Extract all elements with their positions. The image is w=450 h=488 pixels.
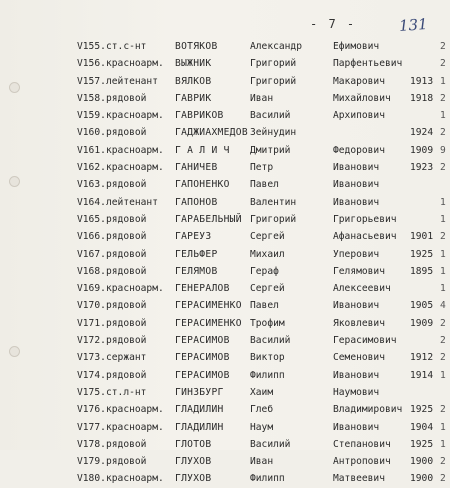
list-item (0, 73, 450, 90)
cell-name: Валентин (250, 196, 297, 208)
cell-num: V159. (77, 110, 106, 122)
cell-num: V172. (77, 335, 106, 347)
cell-patronymic: Иванович (333, 162, 380, 174)
cell-rank: рядовой (106, 456, 147, 468)
cell-patronymic: Антропович (333, 456, 391, 468)
cell-patronymic: Иванович (333, 369, 380, 381)
cell-surname: ГАДЖИАХМЕДОВ (175, 127, 248, 139)
cell-rank: красноарм. (106, 421, 164, 433)
cell-surname: ГЕЛЯМОВ (175, 265, 218, 277)
cell-num: V168. (77, 265, 106, 277)
cell-surname: ГЕРАСИМОВ (175, 369, 230, 381)
cell-extra: 1 (440, 248, 446, 260)
cell-patronymic: Семенович (333, 352, 385, 364)
cell-extra: 2 (440, 231, 446, 243)
cell-name: Зейнудин (250, 127, 297, 139)
cell-rank: ст.с-нт (106, 41, 147, 52)
list-item (0, 453, 450, 470)
cell-patronymic: Макарович (333, 75, 385, 87)
cell-year: 1895 (410, 265, 434, 277)
cell-extra: 2 (440, 317, 446, 329)
list-item (0, 124, 450, 141)
cell-surname: ВЯЛКОВ (175, 75, 212, 87)
cell-name: Сергей (250, 283, 285, 295)
cell-year: 1904 (410, 421, 434, 433)
cell-surname: ГЛОТОВ (175, 438, 212, 450)
list-item (0, 436, 450, 453)
cell-surname: ГИНЗБУРГ (175, 386, 224, 398)
cell-patronymic: Наумович (333, 386, 380, 398)
cell-rank: красноарм. (106, 404, 164, 416)
cell-rank: лейтенант (106, 196, 158, 208)
cell-surname: ГЕНЕРАЛОВ (175, 283, 230, 295)
cell-rank: рядовой (106, 231, 147, 243)
cell-extra: 2 (440, 404, 446, 416)
cell-patronymic: Степанович (333, 438, 391, 450)
cell-rank: рядовой (106, 317, 147, 329)
list-item (0, 55, 450, 72)
cell-extra: 2 (440, 335, 446, 347)
list-item (0, 159, 450, 176)
list-item (0, 107, 450, 124)
cell-year: 1924 (410, 127, 434, 139)
cell-surname: ГАНИЧЕВ (175, 162, 218, 174)
cell-year: 1905 (410, 300, 434, 312)
cell-name: Виктор (250, 352, 285, 364)
cell-num: V167. (77, 248, 106, 260)
cell-name: Филипп (250, 369, 285, 381)
cell-name: Павел (250, 179, 279, 191)
cell-num: V177. (77, 421, 106, 433)
cell-num: V178. (77, 438, 106, 450)
cell-num: V164. (77, 196, 106, 208)
cell-year: 1925 (410, 404, 434, 416)
cell-extra: 1 (440, 213, 446, 225)
cell-name: Александр (250, 41, 302, 52)
cell-extra: 1 (440, 110, 446, 122)
cell-name: Иван (250, 456, 274, 468)
list-item (0, 470, 450, 487)
roster-list (0, 38, 450, 488)
cell-name: Василий (250, 335, 291, 347)
cell-rank: красноарм. (106, 162, 164, 174)
cell-patronymic: Иванович (333, 179, 380, 191)
list-item (0, 246, 450, 263)
cell-surname: ГЕРАСИМОВ (175, 335, 230, 347)
cell-rank: лейтенант (106, 75, 158, 87)
cell-rank: рядовой (106, 300, 147, 312)
list-item (0, 194, 450, 211)
list-item (0, 315, 450, 332)
cell-patronymic: Гелямович (333, 265, 385, 277)
cell-surname: ГАРАБЕЛЬНЫЙ (175, 213, 242, 225)
cell-extra: 2 (440, 473, 446, 485)
cell-year: 1901 (410, 231, 434, 243)
cell-year: 1909 (410, 317, 434, 329)
list-item (0, 384, 450, 401)
cell-name: Сергей (250, 231, 285, 243)
cell-num: V166. (77, 231, 106, 243)
cell-rank: рядовой (106, 179, 147, 191)
cell-name: Петр (250, 162, 274, 174)
cell-name: Михаил (250, 248, 285, 260)
cell-surname: ГЕРАСИМОВ (175, 352, 230, 364)
cell-extra: 1 (440, 75, 446, 87)
page-number: - 7 - (310, 17, 357, 31)
cell-patronymic: Иванович (333, 421, 380, 433)
cell-year: 1912 (410, 352, 434, 364)
cell-patronymic: Михайлович (333, 92, 391, 104)
cell-name: Григорий (250, 213, 297, 225)
list-item (0, 401, 450, 418)
cell-patronymic: Архипович (333, 110, 385, 122)
cell-surname: ГАРЕУЗ (175, 231, 212, 243)
cell-extra: 1 (440, 421, 446, 433)
cell-extra: 2 (440, 352, 446, 364)
cell-extra: 2 (440, 456, 446, 468)
cell-surname: ГАПОНЕНКО (175, 179, 230, 191)
cell-rank: рядовой (106, 92, 147, 104)
cell-rank: рядовой (106, 438, 147, 450)
archive-stamp: 131 (398, 15, 429, 35)
cell-name: Филипп (250, 473, 285, 485)
cell-surname: ГЛАДИЛИН (175, 421, 224, 433)
cell-patronymic: Ефимович (333, 41, 380, 52)
cell-rank: рядовой (106, 127, 147, 139)
list-item (0, 419, 450, 436)
list-item (0, 90, 450, 107)
cell-year: 1925 (410, 248, 434, 260)
cell-num: V162. (77, 162, 106, 174)
cell-year: 1925 (410, 438, 434, 450)
cell-extra: 9 (440, 144, 446, 156)
list-item (0, 228, 450, 245)
cell-rank: красноарм. (106, 58, 164, 70)
cell-surname: ГЛУХОВ (175, 456, 212, 468)
cell-patronymic: Иванович (333, 196, 380, 208)
cell-num: V157. (77, 75, 106, 87)
cell-name: Дмитрий (250, 144, 291, 156)
cell-patronymic: Матвеевич (333, 473, 385, 485)
cell-num: V163. (77, 179, 106, 191)
cell-extra: 1 (440, 265, 446, 277)
cell-name: Павел (250, 300, 279, 312)
cell-extra: 1 (440, 369, 446, 381)
cell-name: Трофим (250, 317, 285, 329)
cell-year: 1900 (410, 473, 434, 485)
cell-rank: красноарм. (106, 283, 164, 295)
cell-surname: ГЛАДИЛИН (175, 404, 224, 416)
cell-rank: рядовой (106, 369, 147, 381)
cell-surname: ГЕРАСИМЕНКО (175, 317, 242, 329)
cell-year: 1909 (410, 144, 434, 156)
cell-year: 1913 (410, 75, 434, 87)
cell-name: Глеб (250, 404, 274, 416)
cell-extra: 2 (440, 92, 446, 104)
cell-surname: ГАПОНОВ (175, 196, 218, 208)
list-item (0, 349, 450, 366)
cell-name: Григорий (250, 58, 297, 70)
list-item (0, 332, 450, 349)
cell-num: V156. (77, 58, 106, 70)
cell-num: V171. (77, 317, 106, 329)
cell-patronymic: Иванович (333, 300, 380, 312)
cell-patronymic: Парфентьевич (333, 58, 403, 70)
list-item (0, 211, 450, 228)
cell-year: 1923 (410, 162, 434, 174)
cell-patronymic: Уперович (333, 248, 380, 260)
cell-surname: ГАВРИКОВ (175, 110, 224, 122)
cell-rank: рядовой (106, 248, 147, 260)
list-item (0, 176, 450, 193)
cell-num: V155. (77, 41, 106, 52)
cell-name: Хаим (250, 386, 274, 398)
cell-rank: рядовой (106, 213, 147, 225)
list-item (0, 280, 450, 297)
cell-name: Наум (250, 421, 274, 433)
cell-name: Григорий (250, 75, 297, 87)
cell-extra: 1 (440, 196, 446, 208)
cell-year: 1918 (410, 92, 434, 104)
cell-rank: сержант (106, 352, 147, 364)
cell-surname: ВОТЯКОВ (175, 41, 218, 52)
list-item (0, 38, 450, 55)
cell-name: Василий (250, 438, 291, 450)
cell-num: V169. (77, 283, 106, 295)
cell-num: V180. (77, 473, 106, 485)
list-item (0, 142, 450, 159)
cell-extra: 2 (440, 162, 446, 174)
cell-extra: 2 (440, 58, 446, 70)
cell-surname: ГЕЛЬФЕР (175, 248, 218, 260)
cell-num: V176. (77, 404, 106, 416)
cell-extra: 2 (440, 127, 446, 139)
cell-patronymic: Герасимович (333, 335, 397, 347)
cell-surname: ВЫЖНИК (175, 58, 212, 70)
cell-rank: красноарм. (106, 144, 164, 156)
cell-extra: 1 (440, 438, 446, 450)
cell-name: Иван (250, 92, 274, 104)
cell-name: Гераф (250, 265, 279, 277)
cell-rank: рядовой (106, 265, 147, 277)
cell-extra: 2 (440, 41, 446, 52)
cell-num: V161. (77, 144, 106, 156)
cell-num: V165. (77, 213, 106, 225)
cell-num: V174. (77, 369, 106, 381)
cell-extra: 1 (440, 283, 446, 295)
cell-num: V160. (77, 127, 106, 139)
cell-surname: ГЕРАСИМЕНКО (175, 300, 242, 312)
cell-patronymic: Григорьевич (333, 213, 397, 225)
cell-num: V170. (77, 300, 106, 312)
cell-surname: ГАВРИК (175, 92, 212, 104)
cell-patronymic: Федорович (333, 144, 385, 156)
cell-name: Василий (250, 110, 291, 122)
cell-surname: ГЛУХОВ (175, 473, 212, 485)
cell-rank: ст.л-нт (106, 386, 147, 398)
cell-rank: красноарм. (106, 473, 164, 485)
cell-num: V173. (77, 352, 106, 364)
list-item (0, 297, 450, 314)
list-item (0, 367, 450, 384)
cell-num: V179. (77, 456, 106, 468)
cell-num: V158. (77, 92, 106, 104)
cell-year: 1900 (410, 456, 434, 468)
cell-year: 1914 (410, 369, 434, 381)
cell-patronymic: Яковлевич (333, 317, 385, 329)
cell-patronymic: Алексеевич (333, 283, 391, 295)
cell-rank: красноарм. (106, 110, 164, 122)
cell-patronymic: Владимирович (333, 404, 403, 416)
cell-extra: 4 (440, 300, 446, 312)
cell-rank: рядовой (106, 335, 147, 347)
cell-num: V175. (77, 386, 106, 398)
list-item (0, 263, 450, 280)
cell-surname: Г А Л И Ч (175, 144, 230, 156)
cell-patronymic: Афанасьевич (333, 231, 397, 243)
